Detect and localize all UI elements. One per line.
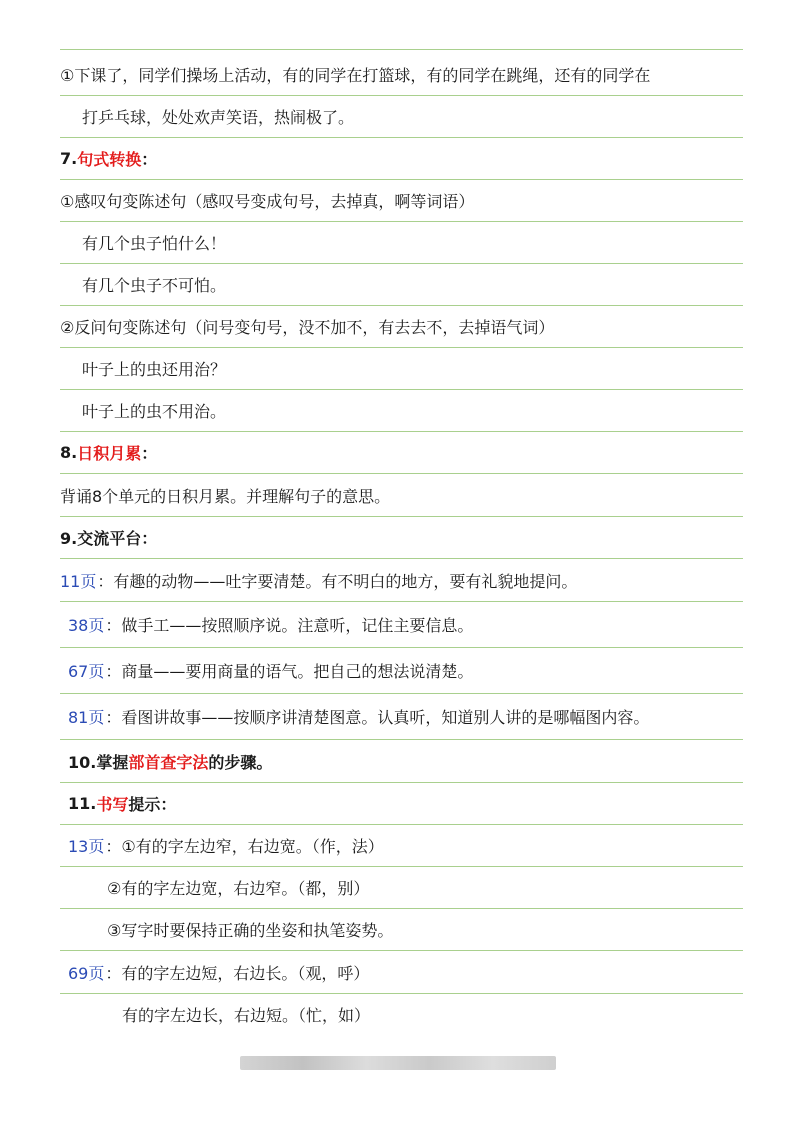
line-p38-text: ：做手工——按照顺序说。注意听，记住主要信息。 [105,616,474,635]
section-8-number: 8. [60,443,78,462]
line-7-text: ②反问句变陈述句（问号变句号，没不加不，有去去不，去掉语气词） [60,318,555,337]
section-8-colon: ： [141,444,158,463]
section-7-title: 句式转换 [77,150,142,169]
line-7 [60,306,743,348]
page-ref-13: 13页 [68,837,105,856]
line-2-text: 打乒乓球，处处欢声笑语，热闹极了。 [82,108,355,127]
section-9-heading [60,517,743,559]
line-5 [60,222,743,264]
line-18 [60,909,743,951]
section-11-number: 11. [68,794,97,813]
line-11 [60,474,743,517]
line-4-text: ①感叹句变陈述句（感叹号变成句号，去掉真，啊等词语） [60,192,475,211]
line-20 [122,1000,370,1028]
line-9-text: 叶子上的虫不用治。 [82,402,227,421]
line-9 [60,390,743,432]
section-8-title: 日积月累 [77,444,142,463]
line-17 [60,867,743,909]
section-11-heading [60,783,743,825]
line-p69-text: ：有的字左边短，右边长。（观，呼） [105,963,370,983]
line-p38 [60,602,743,648]
section-10-highlight: 部首查字法 [128,752,209,772]
line-1 [60,53,743,96]
line-p81-text: ：看图讲故事——按顺序讲清楚图意。认真听，知道别人讲的是哪幅图内容。 [105,708,650,727]
line-p69 [60,951,743,994]
line-2 [60,96,743,138]
section-9-title: 9.交流平台： [60,529,158,548]
line-6-text: 有几个虫子不可怕。 [82,276,227,295]
section-7-number: 7. [60,149,78,168]
section-11-suffix: 提示： [128,795,177,814]
line-p11 [60,559,743,602]
section-7-colon: ： [141,150,158,169]
line-8-text: 叶子上的虫还用治？ [82,360,227,379]
page-ref-69: 69页 [68,963,105,983]
line-p67-text: ：商量——要用商量的语气。把自己的想法说清楚。 [105,662,474,681]
section-10-suffix: 的步骤。 [208,752,273,772]
line-6 [60,264,743,306]
line-1-text: ①下课了，同学们操场上活动，有的同学在打篮球，有的同学在跳绳，还有的同学在 [60,65,651,85]
line-p67 [60,648,743,694]
line-4 [60,180,743,222]
section-8-heading [60,432,743,474]
line-8 [60,348,743,390]
page-ref-38: 38页 [68,616,105,635]
line-p13 [60,825,743,867]
section-10-heading [60,740,743,783]
line-p81 [60,694,743,740]
top-rule [60,49,743,50]
page-ref-11: 11页 [60,571,97,591]
section-10-prefix: 10.掌握 [68,752,129,772]
blurred-footer [240,1056,556,1070]
line-5-text: 有几个虫子怕什么！ [82,234,227,253]
line-20-text: 有的字左边长，右边短。（忙，如） [122,1005,371,1025]
page-ref-81: 81页 [68,708,105,727]
line-p13-text: ：①有的字左边窄，右边宽。（作，法） [105,837,384,856]
section-11-highlight: 书写 [96,795,129,814]
section-7-heading [60,138,743,180]
line-p11-text: ：有趣的动物——吐字要清楚。有不明白的地方，要有礼貌地提问。 [97,571,578,591]
page-ref-67: 67页 [68,662,105,681]
line-17-text: ②有的字左边宽，右边窄。（都，别） [107,879,370,898]
line-18-text: ③写字时要保持正确的坐姿和执笔姿势。 [107,921,394,940]
line-11-text: 背诵8个单元的日积月累。并理解句子的意思。 [60,486,391,506]
